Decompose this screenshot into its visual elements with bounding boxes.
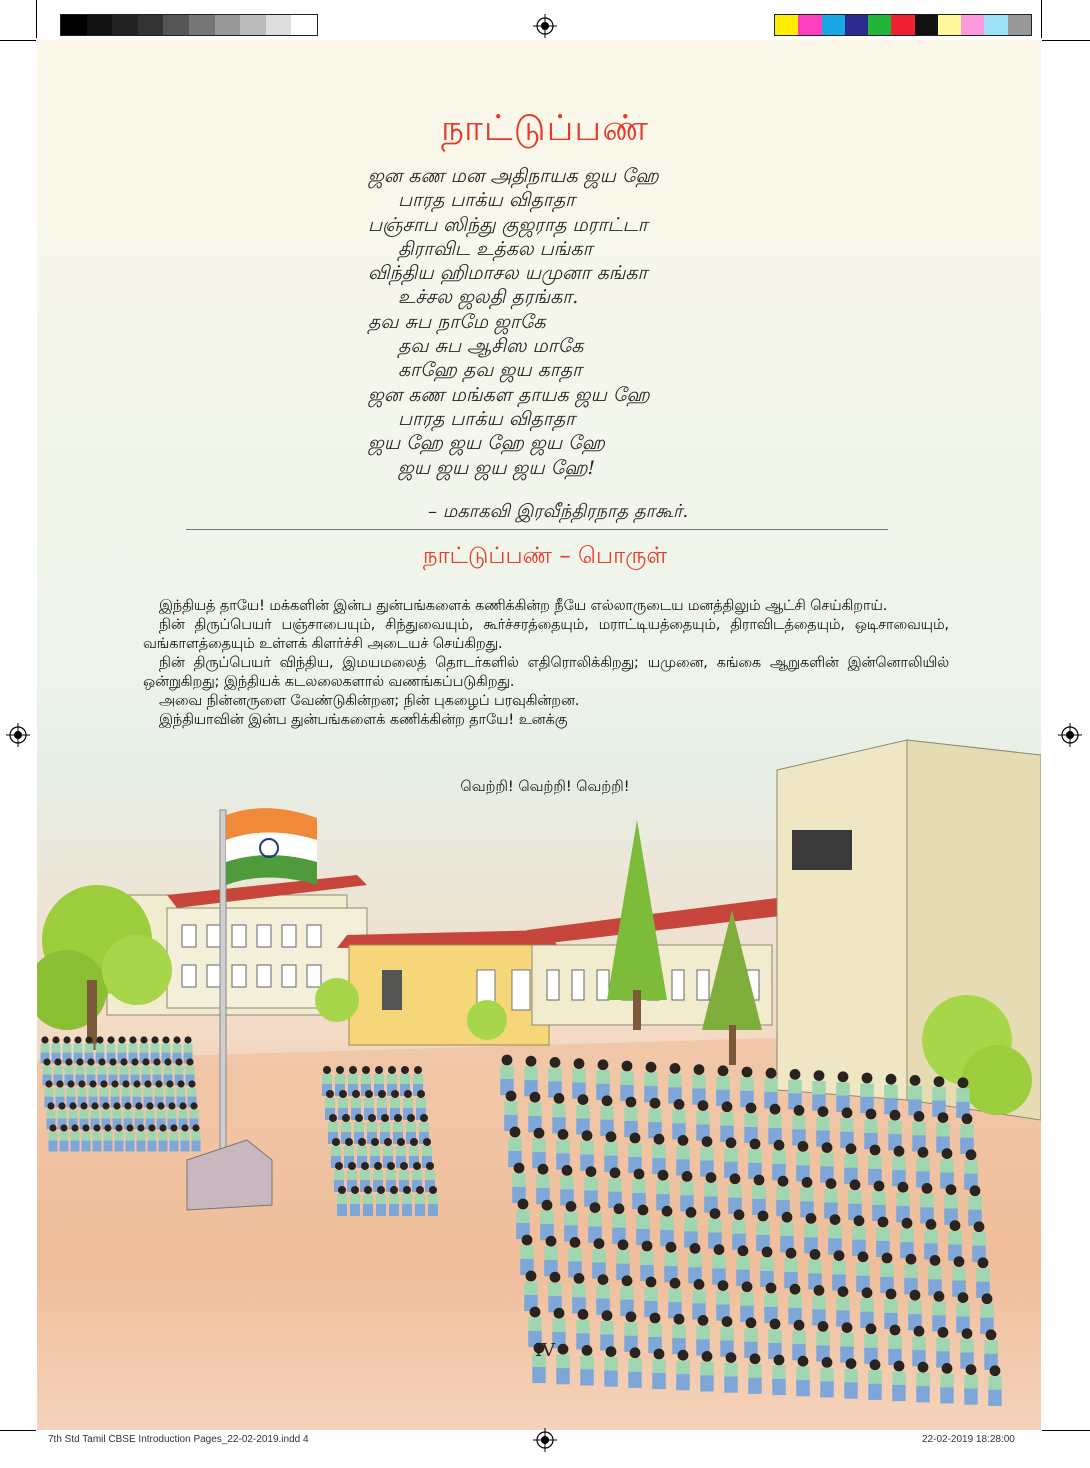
registration-mark-top (533, 14, 557, 38)
student-figure (71, 1124, 80, 1151)
meaning-text (143, 597, 949, 730)
student-figure (780, 1212, 794, 1253)
crop-mark-top-right-v (1041, 0, 1042, 38)
student-figure (932, 1291, 946, 1332)
student-figure (820, 1142, 834, 1183)
student-figure (415, 1186, 425, 1216)
student-figure (740, 1067, 754, 1108)
student-figure (924, 1219, 938, 1260)
student-figure (956, 1292, 970, 1333)
student-figure (820, 1357, 834, 1398)
meaning-paragraph: நின் திருப்பெயர் பஞ்சாபையும், சிந்துவையும், கூர்ச்சரத்தையும், மராட்டியத்தையும், திராவிடத்தையும், ஒடிசாவையும், வங்காளத்தையும் உள்ளக் கிளர்ச்சி அடையச் செய்கிறது. (143, 617, 949, 652)
student-figure (672, 1099, 686, 1140)
student-figure (748, 1139, 762, 1180)
anthem-line: தவ சுப ஆசிஸ மாகே (398, 335, 584, 358)
anthem-line: திராவிட உத்கல பங்கா (398, 237, 593, 260)
student-figure (860, 1073, 874, 1114)
student-figure (500, 1055, 514, 1096)
student-figure (968, 1185, 982, 1225)
anthem-line: தவ சுப நாமே ஜாகே (368, 310, 546, 333)
student-figure (524, 1056, 538, 1096)
student-figure (337, 1186, 347, 1216)
anthem-line: பஞ்சாப ஸிந்து குஜராத மராட்டா (368, 213, 648, 236)
student-figure (692, 1064, 706, 1105)
student-figure (716, 1280, 730, 1321)
grayscale-bar (60, 14, 318, 36)
student-figure (972, 1221, 986, 1261)
student-figure (940, 1148, 954, 1189)
student-figure (692, 1279, 706, 1320)
registration-mark-left (6, 723, 30, 747)
student-figure (884, 1074, 898, 1115)
student-figure (892, 1361, 906, 1402)
student-figure (904, 1254, 918, 1295)
student-figure (796, 1356, 810, 1397)
footer-filename: 7th Std Tamil CBSE Introduction Pages_22-02-2019.indd 4 (48, 1434, 309, 1445)
crop-mark-bottom-right (1042, 1430, 1090, 1431)
anthem-line: பாரத பாக்ய விதாதா (398, 189, 576, 212)
registration-mark-right (1058, 723, 1082, 747)
student-figure (508, 1127, 522, 1168)
student-figure (676, 1135, 690, 1176)
student-figure (916, 1362, 930, 1403)
student-figure (552, 1093, 566, 1134)
student-figure (896, 1182, 910, 1223)
student-figure (844, 1143, 858, 1183)
student-figure (696, 1100, 710, 1141)
color-bar (774, 14, 1032, 36)
student-figure (532, 1128, 546, 1169)
student-figure (520, 1235, 534, 1276)
student-figure (700, 1136, 714, 1177)
student-figure (756, 1211, 770, 1252)
student-figure (126, 1124, 135, 1151)
student-figure (536, 1164, 550, 1205)
student-figure (892, 1146, 906, 1187)
student-figure (716, 1065, 730, 1105)
student-figure (632, 1169, 646, 1210)
student-figure (964, 1149, 978, 1189)
student-figure (840, 1107, 854, 1147)
student-figure (428, 1186, 438, 1216)
student-figure (952, 1256, 966, 1297)
student-figure (704, 1172, 718, 1213)
student-figure (596, 1059, 610, 1099)
student-figure (620, 1061, 634, 1102)
student-figure (572, 1058, 586, 1099)
student-figure (788, 1069, 802, 1110)
student-figure (192, 1124, 201, 1151)
student-figure (816, 1106, 830, 1147)
student-figure (350, 1186, 360, 1216)
student-figure (776, 1176, 790, 1217)
student-figure (920, 1183, 934, 1224)
student-figure (600, 1095, 614, 1135)
student-figure (604, 1131, 618, 1171)
student-figure (548, 1272, 562, 1313)
student-figure (960, 1113, 974, 1153)
student-figure (636, 1205, 650, 1246)
student-figure (868, 1145, 882, 1186)
student-figure (932, 1076, 946, 1117)
student-figure (944, 1184, 958, 1225)
student-figure (588, 1202, 602, 1243)
anthem-line: காஹே தவ ஜய காதா (398, 359, 583, 382)
student-figure (848, 1179, 862, 1219)
student-figure (644, 1277, 658, 1318)
student-figure (708, 1208, 722, 1249)
student-figure (836, 1286, 850, 1327)
student-figure (608, 1167, 622, 1207)
student-figure (648, 1098, 662, 1139)
student-figure (640, 1241, 654, 1282)
student-figure (664, 1242, 678, 1283)
student-figure (804, 1213, 818, 1254)
student-figure (596, 1274, 610, 1315)
student-figure (728, 1173, 742, 1213)
student-figure (768, 1104, 782, 1145)
anthem-line: ஜய ஜய ஜய ஜய ஹே! (398, 456, 596, 479)
student-figure (912, 1111, 926, 1152)
student-figure (908, 1290, 922, 1331)
student-figure (852, 1215, 866, 1255)
student-figure (964, 1364, 978, 1405)
student-figure (656, 1170, 670, 1211)
student-figure (760, 1247, 774, 1288)
meaning-paragraph: அவை நின்னருளை வேண்டுகின்றன; நின் புகழைப் பரவுகின்றன. (159, 693, 580, 709)
student-figure (988, 1365, 1002, 1405)
crop-mark-bottom-left (0, 1430, 36, 1431)
student-figure (856, 1251, 870, 1291)
student-figure (720, 1101, 734, 1141)
student-figure (936, 1112, 950, 1153)
anthem-line: ஜன கண மன அதிநாயக ஜய ஹே (368, 165, 659, 187)
student-figure (916, 1147, 930, 1188)
meaning-paragraph: இந்தியாவின் இன்ப துன்பங்களைக் கணிக்கின்ற தாயே! உனக்கு (159, 712, 568, 728)
crop-mark-top-left-v (36, 0, 37, 38)
student-figure (181, 1124, 190, 1151)
student-figure (976, 1257, 990, 1297)
student-figure (868, 1359, 882, 1399)
student-figure (548, 1057, 562, 1098)
student-figure (812, 1285, 826, 1326)
student-figure (544, 1236, 558, 1277)
student-figure (796, 1141, 810, 1182)
student-figure (82, 1124, 91, 1151)
student-figure (772, 1140, 786, 1181)
student-figure (740, 1281, 754, 1321)
student-figure (832, 1250, 846, 1291)
student-figure (556, 1129, 570, 1170)
crop-mark-top-right (1042, 40, 1090, 41)
anthem-line: உச்சல ஜலதி தரங்கா. (398, 286, 579, 309)
student-figure (812, 1070, 826, 1111)
student-figure (592, 1238, 606, 1279)
registration-mark-bottom (533, 1428, 557, 1452)
student-figure (560, 1165, 574, 1206)
student-figure (764, 1068, 778, 1109)
student-figure (764, 1283, 778, 1324)
victory-line: வெற்றி! வெற்றி! வெற்றி! (460, 779, 630, 795)
student-figure (808, 1249, 822, 1290)
student-figure (876, 1217, 890, 1258)
footer-timestamp: 22-02-2019 18:28:00 (922, 1434, 1015, 1445)
student-figure (612, 1203, 626, 1243)
page-title: நாட்டுப்பண் (440, 108, 650, 149)
student-figure (402, 1186, 412, 1216)
student-figure (668, 1063, 682, 1104)
student-figure (568, 1237, 582, 1278)
student-figure (956, 1077, 970, 1117)
section-divider (186, 529, 888, 530)
student-figure (928, 1255, 942, 1296)
student-figure (680, 1171, 694, 1212)
student-figure (900, 1218, 914, 1259)
anthem-line: விந்திய ஹிமாசல யமுனா கங்கா (368, 262, 648, 285)
student-figure (616, 1239, 630, 1279)
student-figure (792, 1105, 806, 1146)
student-figure (828, 1214, 842, 1255)
student-figure (159, 1124, 168, 1151)
student-figure (376, 1186, 386, 1216)
student-figure (884, 1289, 898, 1330)
student-figure (624, 1097, 638, 1138)
anthem-line: பாரத பாக்ய விதாதா (398, 407, 576, 430)
student-figure (872, 1181, 886, 1222)
student-figure (115, 1124, 124, 1151)
student-figure (788, 1284, 802, 1325)
student-figure (880, 1253, 894, 1294)
student-figure (540, 1200, 554, 1241)
crop-mark-top-left (0, 40, 36, 41)
anthem-line: ஜன கண மங்கள தாயக ஜய ஹே (368, 383, 650, 406)
student-figure (584, 1166, 598, 1207)
meaning-paragraph: இந்தியத் தாயே! மக்களின் இன்ப துன்பங்களைக் கணிக்கின்ற நீயே எல்லாருடைய மனத்திலும் ஆட்சி செய்கிறாய். (159, 598, 888, 614)
meaning-title: நாட்டுப்பண் – பொருள் (422, 543, 668, 569)
student-figure (504, 1091, 518, 1132)
student-figure (784, 1248, 798, 1289)
student-figure (980, 1293, 994, 1333)
student-figure (512, 1163, 526, 1204)
student-figure (660, 1206, 674, 1247)
student-figure (940, 1363, 954, 1404)
student-figure (389, 1186, 399, 1216)
student-figure (49, 1124, 58, 1151)
student-figure (948, 1220, 962, 1261)
student-figure (644, 1062, 658, 1103)
student-figure (528, 1092, 542, 1133)
student-figure (572, 1273, 586, 1314)
student-figure (864, 1109, 878, 1150)
anthem-lyrics (368, 164, 659, 480)
anthem-author: – மகாகவி இரவீந்திரநாத தாகூர். (428, 501, 689, 522)
student-figure (732, 1209, 746, 1249)
student-figure (712, 1244, 726, 1285)
student-figure (752, 1175, 766, 1216)
anthem-line: ஜய ஹே ஜய ஹே ஜய ஹே (368, 432, 605, 455)
student-figure (736, 1245, 750, 1285)
meaning-paragraph: நின் திருப்பெயர் விந்திய, இமயமலைத் தொடர்களில் எதிரொலிக்கிறது; யமுனை, கங்கை ஆறுகளின் இன்னொலியில் ஒன்றுகிறது; இந்தியக் கடலலைகளால் வணங்கப்படுகிறது. (143, 655, 949, 690)
student-figure (628, 1133, 642, 1174)
student-figure (908, 1075, 922, 1116)
student-figure (576, 1094, 590, 1135)
student-figure (688, 1243, 702, 1284)
student-figure (800, 1177, 814, 1218)
student-figure (620, 1275, 634, 1315)
student-figure (137, 1124, 146, 1151)
student-figure (104, 1124, 113, 1151)
student-figure (652, 1134, 666, 1175)
student-figure (580, 1130, 594, 1171)
student-figure (524, 1271, 538, 1312)
student-figure (516, 1199, 530, 1240)
student-figure (744, 1103, 758, 1144)
student-figure (60, 1124, 69, 1151)
student-figure (860, 1287, 874, 1327)
student-figure (148, 1124, 157, 1151)
student-figure (724, 1137, 738, 1177)
page-number: IV (534, 1340, 556, 1361)
student-figure (844, 1358, 858, 1399)
student-figure (668, 1278, 682, 1319)
student-figure (170, 1124, 179, 1151)
student-figure (824, 1178, 838, 1219)
student-figure (836, 1071, 850, 1111)
student-figure (363, 1186, 373, 1216)
student-figure (93, 1124, 102, 1151)
student-figure (564, 1201, 578, 1242)
student-figure (888, 1110, 902, 1151)
student-figure (684, 1207, 698, 1248)
